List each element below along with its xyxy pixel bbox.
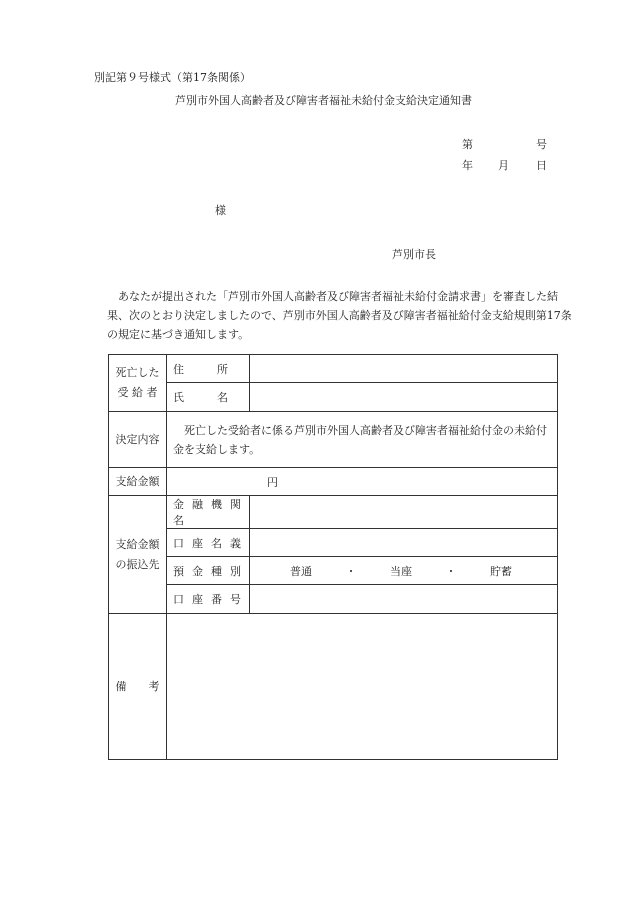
- date-month-label: 月: [498, 159, 509, 172]
- transfer-label-line2: の振込先: [115, 557, 160, 571]
- decision-table: [108, 354, 558, 760]
- address-label: 住 所: [167, 355, 250, 383]
- document-title: 芦別市外国人高齢者及び障害者福祉未給付金支給決定通知書: [175, 94, 472, 107]
- account-holder-field[interactable]: [250, 529, 558, 557]
- bank-name-field[interactable]: [250, 496, 558, 529]
- transfer-label-line1: 支給金額: [115, 537, 160, 551]
- doc-number-suffix: 号: [536, 138, 547, 151]
- bank-name-label: 金融機関名: [167, 496, 250, 529]
- decision-header: 決定内容: [109, 412, 167, 468]
- account-type-options: [250, 557, 558, 585]
- remarks-header: 備 考: [109, 614, 167, 760]
- name-field[interactable]: [250, 383, 558, 412]
- amount-unit: 円: [267, 476, 278, 489]
- date-day-label: 日: [536, 159, 547, 172]
- account-type-label: 預金種別: [167, 557, 250, 585]
- date-year-label: 年: [462, 159, 473, 172]
- account-type-separator: ・: [345, 564, 357, 578]
- notification-body: あなたが提出された「芦別市外国人高齢者及び障害者福祉未給付金請求書」を審査した結果、次のとおり決定しましたので、芦別市外国人高齢者及び障害者福祉給付金支給規則第17条の規定に基づき通知します。: [107, 290, 572, 341]
- account-type-current[interactable]: 当座: [390, 564, 412, 578]
- account-type-ordinary[interactable]: 普通: [290, 564, 312, 578]
- form-identifier: 別記第９号様式（第17条関係）: [94, 71, 251, 84]
- address-field[interactable]: [250, 355, 558, 383]
- amount-header: 支給金額: [109, 468, 167, 496]
- doc-number-label: 第: [462, 138, 473, 151]
- account-holder-label: 口座名義: [167, 529, 250, 557]
- account-type-savings[interactable]: 貯蓄: [490, 564, 512, 578]
- remarks-field[interactable]: [167, 614, 558, 760]
- deceased-label-line1: 死亡した: [115, 366, 160, 379]
- issuer-name: 芦別市長: [392, 248, 436, 261]
- deceased-label-line2: 受 給 者: [117, 386, 158, 399]
- account-type-separator: ・: [445, 564, 457, 578]
- account-number-field[interactable]: [250, 585, 558, 614]
- decision-content: 死亡した受給者に係る芦別市外国人高齢者及び障害者福祉給付金の未給付金を支給します。: [167, 412, 558, 468]
- amount-field[interactable]: [167, 468, 558, 496]
- name-label: 氏 名: [167, 383, 250, 412]
- deceased-recipient-header: [109, 355, 167, 412]
- addressee-honorific: 様: [215, 204, 226, 217]
- transfer-destination-header: [109, 496, 167, 614]
- account-number-label: 口座番号: [167, 585, 250, 614]
